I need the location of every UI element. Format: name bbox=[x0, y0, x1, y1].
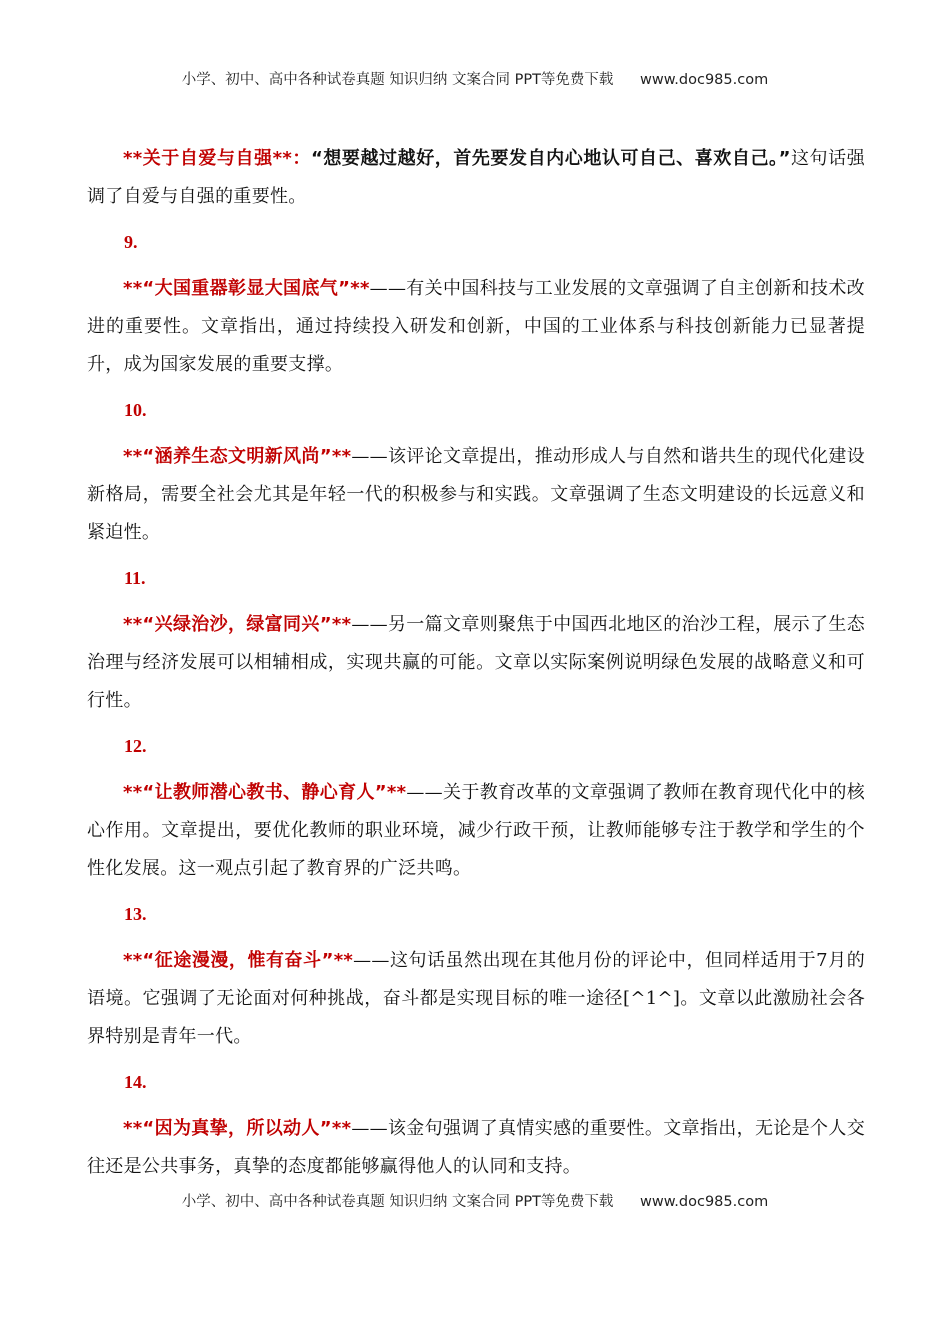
paragraph-highlight: **“因为真挚，所以动人”** bbox=[123, 1118, 352, 1139]
page-footer bbox=[0, 1190, 950, 1211]
paragraph-highlight: **“兴绿治沙，绿富同兴”** bbox=[123, 614, 352, 635]
paragraph-highlight: **“大国重器彰显大国底气”** bbox=[123, 278, 370, 299]
paragraph-text: ——该评论文章提出，推动形成人与自然和谐共生的现代化建设新格局，需要全社会尤其是年轻一代的积极参与和实践。文章强调了生态文明建设的长远意义和紧迫性。 bbox=[87, 446, 865, 543]
paragraph-self-love bbox=[87, 140, 865, 216]
paragraph-text: ——有关中国科技与工业发展的文章强调了自主创新和技术改进的重要性。文章指出，通过持续投入研发和创新，中国的工业体系与科技创新能力已显著提升，成为国家发展的重要支撑。 bbox=[87, 278, 865, 375]
paragraph-text: ——该金句强调了真情实感的重要性。文章指出，无论是个人交往还是公共事务，真挚的态度都能够赢得他人的认同和支持。 bbox=[87, 1118, 865, 1177]
paragraph-item-14 bbox=[87, 1110, 865, 1186]
paragraph-item-12 bbox=[87, 774, 865, 888]
page-header bbox=[0, 68, 950, 89]
item-number-10: 10. bbox=[124, 400, 147, 420]
paragraph-text: ——这句话虽然出现在其他月份的评论中，但同样适用于7月的语境。它强调了无论面对何种挑战，奋斗都是实现目标的唯一途径[^1^]。文章以此激励社会各界特别是青年一代。 bbox=[87, 950, 865, 1047]
item-number-14: 14. bbox=[124, 1072, 147, 1092]
item-number-12: 12. bbox=[124, 736, 147, 756]
paragraph-item-11 bbox=[87, 606, 865, 720]
paragraph-highlight: **“征途漫漫，惟有奋斗”** bbox=[123, 950, 354, 971]
paragraph-highlight: **“涵养生态文明新风尚”** bbox=[123, 446, 352, 467]
paragraph-item-13 bbox=[87, 942, 865, 1056]
document-body bbox=[87, 140, 865, 1186]
item-number-11: 11. bbox=[124, 568, 146, 588]
header-text: 小学、初中、高中各种试卷真题 知识归纳 文案合同 PPT等免费下载 bbox=[181, 72, 614, 88]
item-number-9: 9. bbox=[124, 232, 138, 252]
paragraph-text: 这句话强调了自爱与自强的重要性。 bbox=[87, 148, 865, 207]
paragraph-text: ——另一篇文章则聚焦于中国西北地区的治沙工程，展示了生态治理与经济发展可以相辅相成，实现共赢的可能。文章以实际案例说明绿色发展的战略意义和可行性。 bbox=[87, 614, 865, 711]
paragraph-highlight: **关于自爱与自强**： bbox=[123, 148, 311, 169]
footer-text: 小学、初中、高中各种试卷真题 知识归纳 文案合同 PPT等免费下载 bbox=[181, 1194, 614, 1210]
footer-url[interactable]: www.doc985.com bbox=[640, 1194, 769, 1210]
paragraph-text: ——关于教育改革的文章强调了教师在教育现代化中的核心作用。文章提出，要优化教师的职业环境，减少行政干预，让教师能够专注于教学和学生的个性化发展。这一观点引起了教育界的广泛共鸣。 bbox=[87, 782, 865, 879]
item-number-13: 13. bbox=[124, 904, 147, 924]
paragraph-item-10 bbox=[87, 438, 865, 552]
paragraph-item-9 bbox=[87, 270, 865, 384]
paragraph-quote: “想要越过越好，首先要发自内心地认可自己、喜欢自己。” bbox=[310, 148, 791, 169]
header-url[interactable]: www.doc985.com bbox=[640, 72, 769, 88]
paragraph-highlight: **“让教师潜心教书、静心育人”** bbox=[123, 782, 407, 803]
